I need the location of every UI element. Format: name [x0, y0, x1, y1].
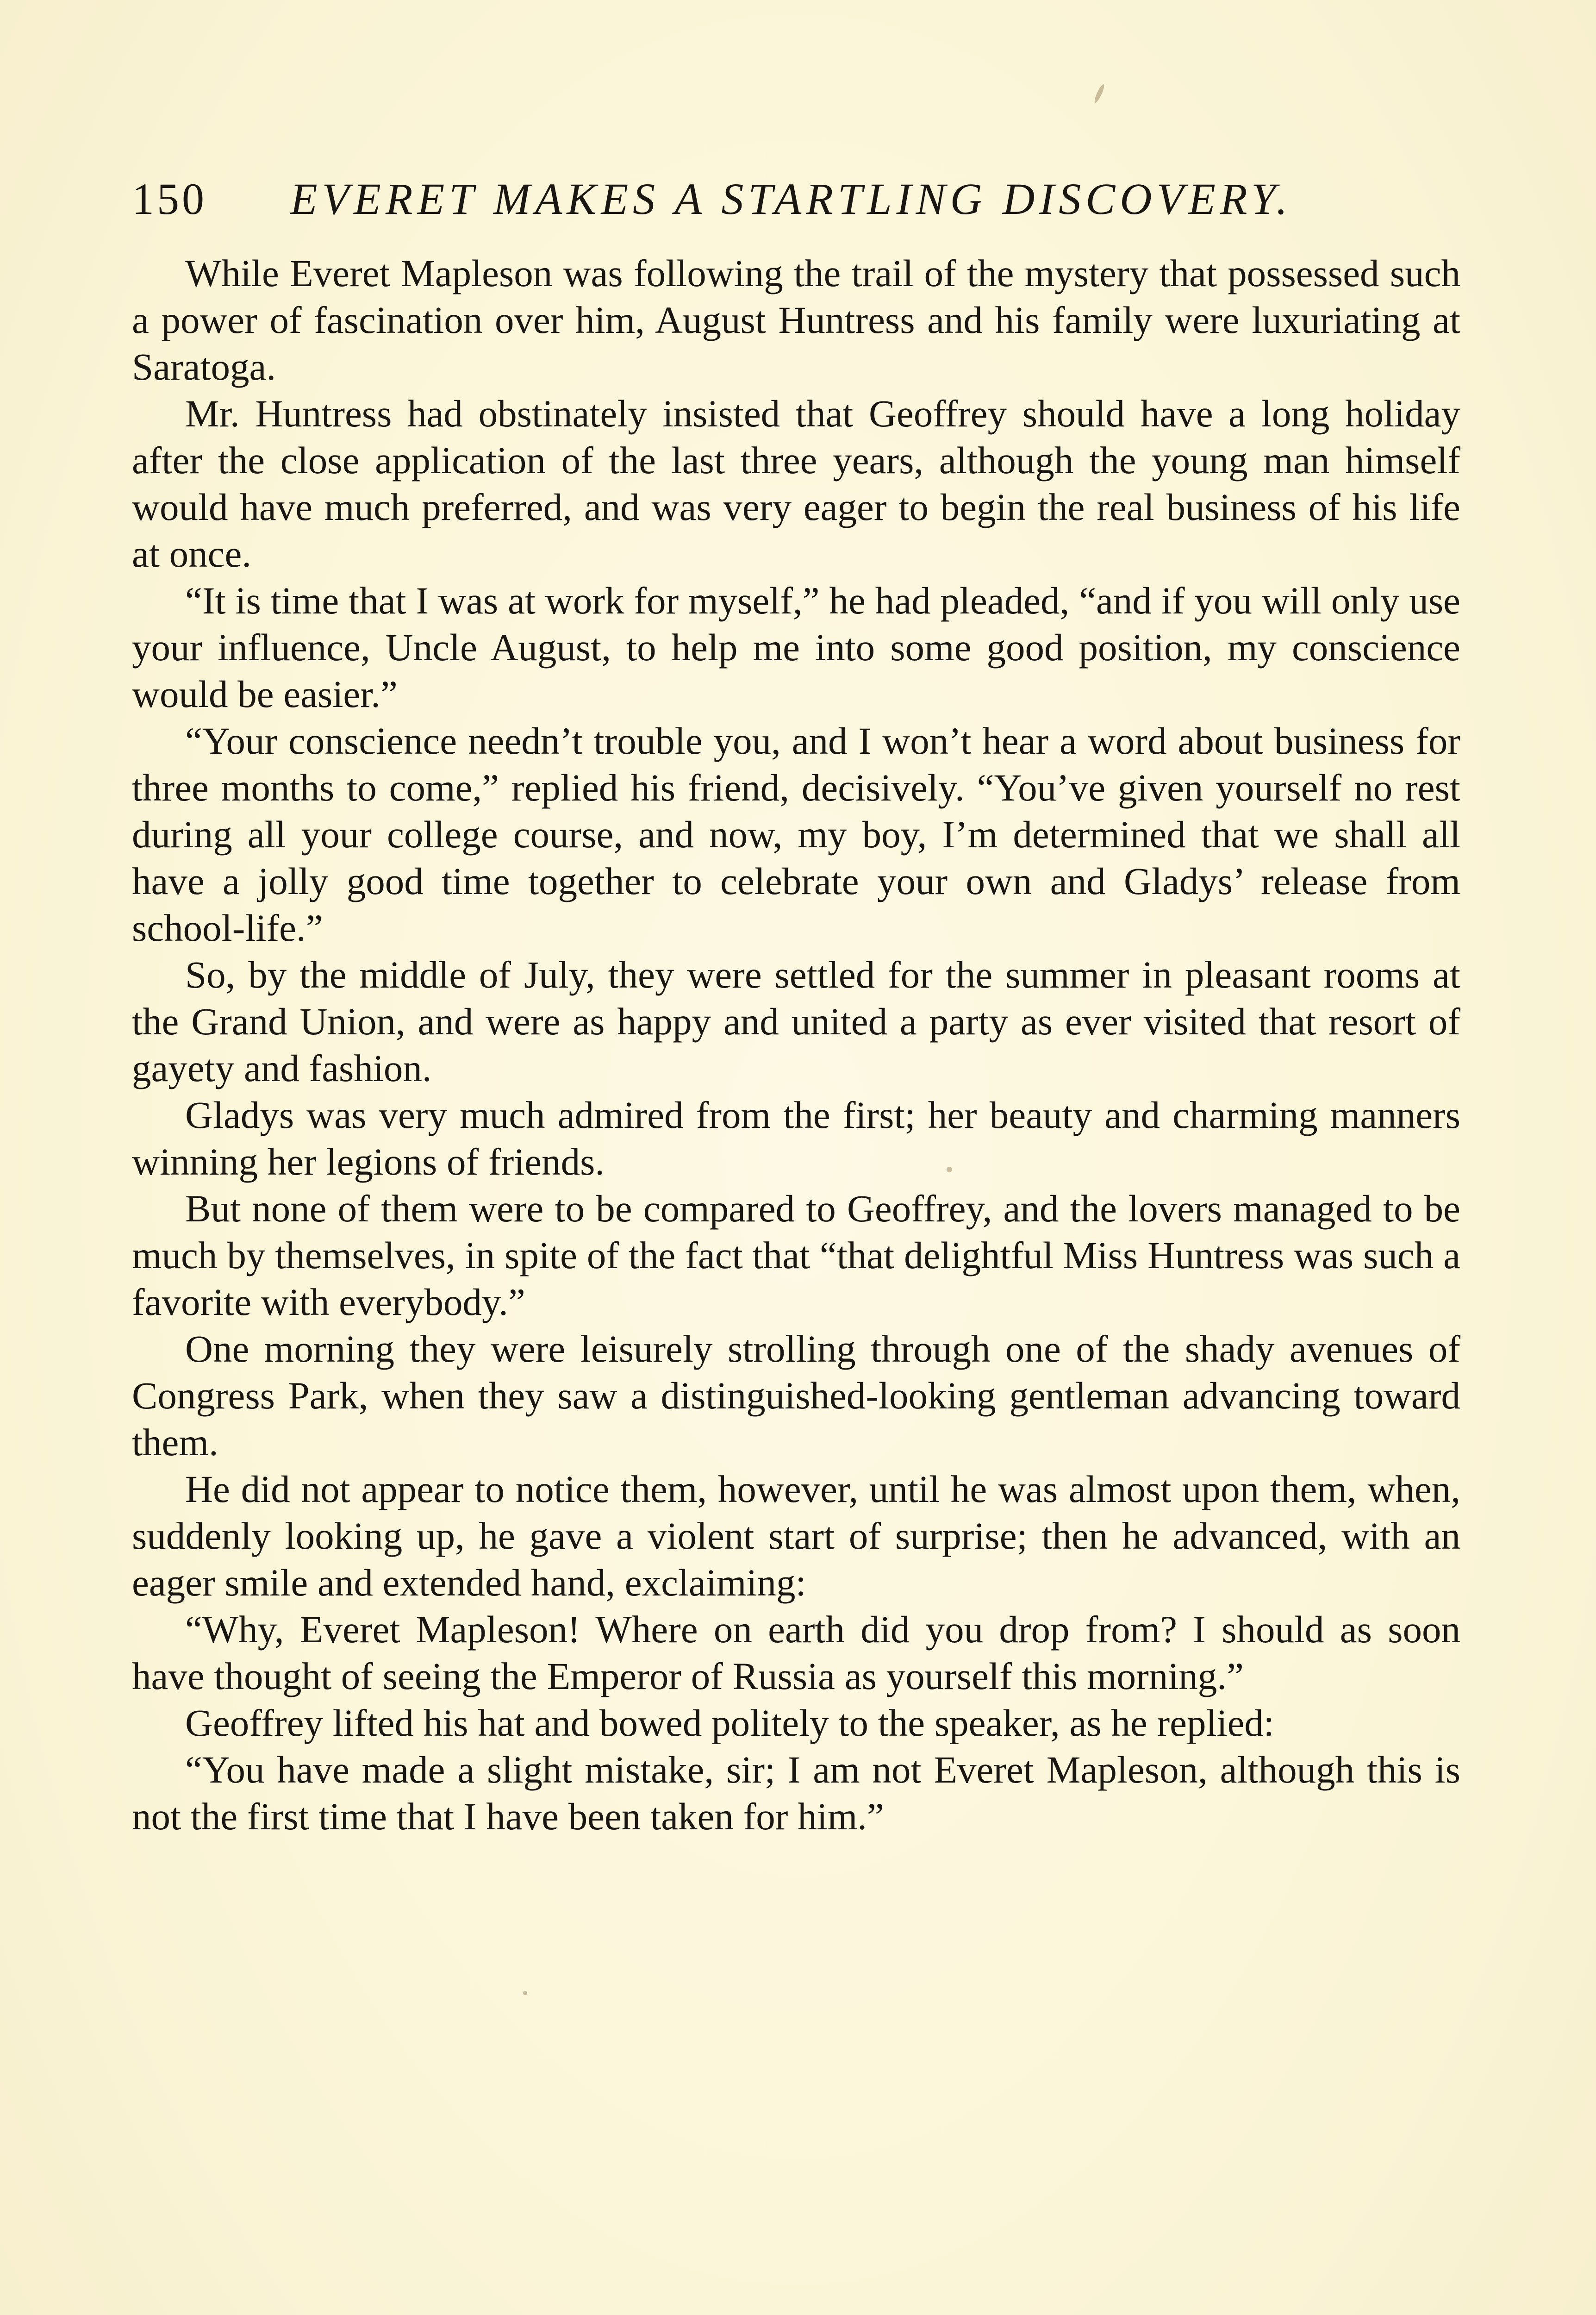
paragraph: So, by the middle of July, they were settled for the summer in pleasant rooms at the Grand Union, and were as happy and united a party as ever visited that resort of gayety and fashion.	[132, 953, 1460, 1089]
page-number: 150	[132, 174, 207, 224]
paragraph: One morning they were leisurely strolling through one of the shady avenues of Congress Park, when they saw a distinguished-looking gentleman advancing toward them.	[132, 1327, 1460, 1464]
paragraph: “It is time that I was at work for myself,” he had pleaded, “and if you will only use your influence, Uncle August, to help me into some good position, my conscience would be easier.”	[132, 579, 1460, 715]
paragraph: Gladys was very much admired from the first; her beauty and charming manners winning her legions of friends.	[132, 1094, 1460, 1183]
paragraph: While Everet Mapleson was following the trail of the mystery that possessed such a power of fascination over him, August Huntress and his family were luxuriating at Saratoga.	[132, 252, 1460, 388]
paper-speck	[1093, 83, 1106, 104]
paragraph: “You have made a slight mistake, sir; I am not Everet Mapleson, although this is not the first time that I have been taken for him.”	[132, 1748, 1460, 1838]
paper-speck	[947, 1167, 952, 1172]
paragraph: Geoffrey lifted his hat and bowed politely to the speaker, as he replied:	[185, 1702, 1274, 1744]
paragraph: “Your conscience needn’t trouble you, and I won’t hear a word about business for three months to come,” replied his friend, decisively. “You’ve given yourself no rest during all your college course, and now, my boy, I’m determined that we shall all have a jolly good time together to celebrate your own and Gladys’ release from school-life.”	[132, 720, 1460, 949]
paragraph: But none of them were to be compared to Geoffrey, and the lovers managed to be much by themselves, in spite of the fact that “that delightful Miss Huntress was such a favorite with everybody.”	[132, 1187, 1460, 1323]
paper-speck	[523, 1991, 527, 1995]
paragraph: “Why, Everet Mapleson! Where on earth did you drop from? I should as soon have thought of seeing the Emperor of Russia as yourself this morning.”	[132, 1608, 1460, 1697]
body-text	[132, 250, 1460, 1840]
paragraph: He did not appear to notice them, however, until he was almost upon them, when, suddenly looking up, he gave a violent start of surprise; then he advanced, with an eager smile and extended hand, exclaiming:	[132, 1468, 1460, 1604]
chapter-title: EVERET MAKES A STARTLING DISCOVERY.	[290, 174, 1292, 224]
running-head	[132, 167, 1465, 232]
paragraph: Mr. Huntress had obstinately insisted that Geoffrey should have a long holiday after the close application of the last three years, although the young man himself would have much preferred, and was very eager to begin the real business of his life at once.	[132, 392, 1460, 575]
